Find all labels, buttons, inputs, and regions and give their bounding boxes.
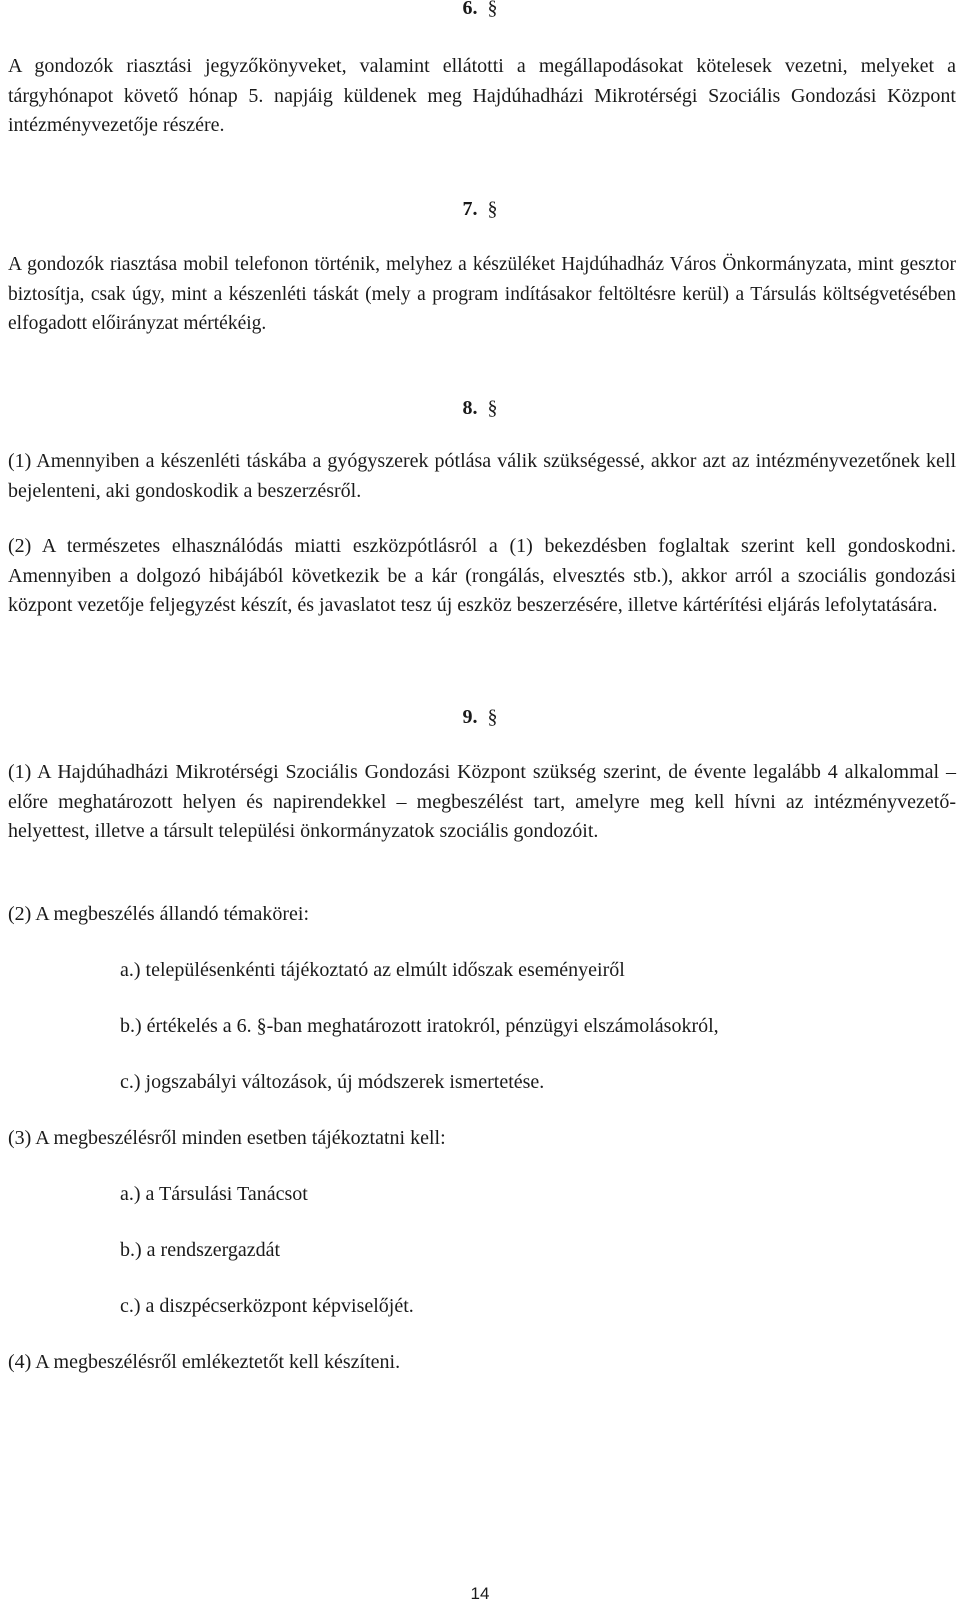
list-item: a.) településenkénti tájékoztató az elmúlt időszak eseményeiről (120, 959, 625, 981)
list-item: c.) a diszpécserközpont képviselőjét. (120, 1295, 414, 1317)
paragraph-9-4: (4) A megbeszélésről emlékeztetőt kell készíteni. (8, 1351, 401, 1373)
section-heading-8 (0, 396, 960, 420)
list-item: c.) jogszabályi változások, új módszerek ismertetése. (120, 1071, 545, 1093)
paragraph-9-2: (2) A megbeszélés állandó témakörei: (8, 903, 310, 925)
list-item: b.) a rendszergazdát (120, 1239, 281, 1261)
section-heading-7 (0, 197, 960, 221)
paragraph-8-1: (1) Amennyiben a készenléti táskába a gyógyszerek pótlása válik szükségessé, akkor azt az intézményvezetőnek kell bejelenteni, aki gondoskodik a beszerzésről. (8, 450, 956, 502)
section-sign: § (487, 198, 498, 220)
section-sign: § (487, 706, 498, 728)
section-heading-6 (0, 0, 960, 20)
paragraph-7: A gondozók riasztása mobil telefonon történik, melyhez a készüléket Hajdúhadház Város Önkormányzata, mint gesztor biztosítja, csak úgy, mint a készenléti táskát (mely a program indításakor feltöltésre kerül) a Társulás költségvetésében elfogadott előirányzat mértékéig. (8, 254, 956, 334)
section-number: 9. (462, 706, 478, 728)
section-sign: § (487, 397, 498, 419)
paragraph-6: A gondozók riasztási jegyzőkönyveket, valamint ellátotti a megállapodásokat kötelesek vezetni, melyeket a tárgyhónapot követő hónap 5. napjáig küldenek meg Hajdúhadházi Mikrotérségi Szociális Gondozási Központ intézményvezetője részére. (8, 55, 956, 136)
list-item: b.) értékelés a 6. §-ban meghatározott iratokról, pénzügyi elszámolásokról, (120, 1015, 719, 1037)
paragraph-9-3: (3) A megbeszélésről minden esetben tájékoztatni kell: (8, 1127, 446, 1149)
paragraph-8-2: (2) A természetes elhasználódás miatti eszközpótlásról a (1) bekezdésben foglaltak szerint kell gondoskodni. Amennyiben a dolgozó hibájából következik be a kár (rongálás, elvesztés stb.), akkor arról a szociális gondozási központ vezetője feljegyzést készít, és javaslatot tesz új eszköz beszerzésére, illetve kártérítési eljárás lefolytatására. (8, 535, 956, 616)
section-number: 7. (462, 198, 478, 220)
section-number: 8. (462, 397, 478, 419)
section-sign: § (487, 0, 498, 19)
list-item: a.) a Társulási Tanácsot (120, 1183, 308, 1205)
section-number: 6. (462, 0, 478, 19)
section-heading-9 (0, 705, 960, 729)
page-number: 14 (470, 1584, 490, 1603)
paragraph-9-1: (1) A Hajdúhadházi Mikrotérségi Szociális Gondozási Központ szükség szerint, de évente legalább 4 alkalommal – előre meghatározott helyen és napirendekkel – megbeszélést tart, amelyre meg kell hívni az intézményvezető-helyettest, illetve a társult települési önkormányzatok szociális gondozóit. (8, 761, 956, 842)
